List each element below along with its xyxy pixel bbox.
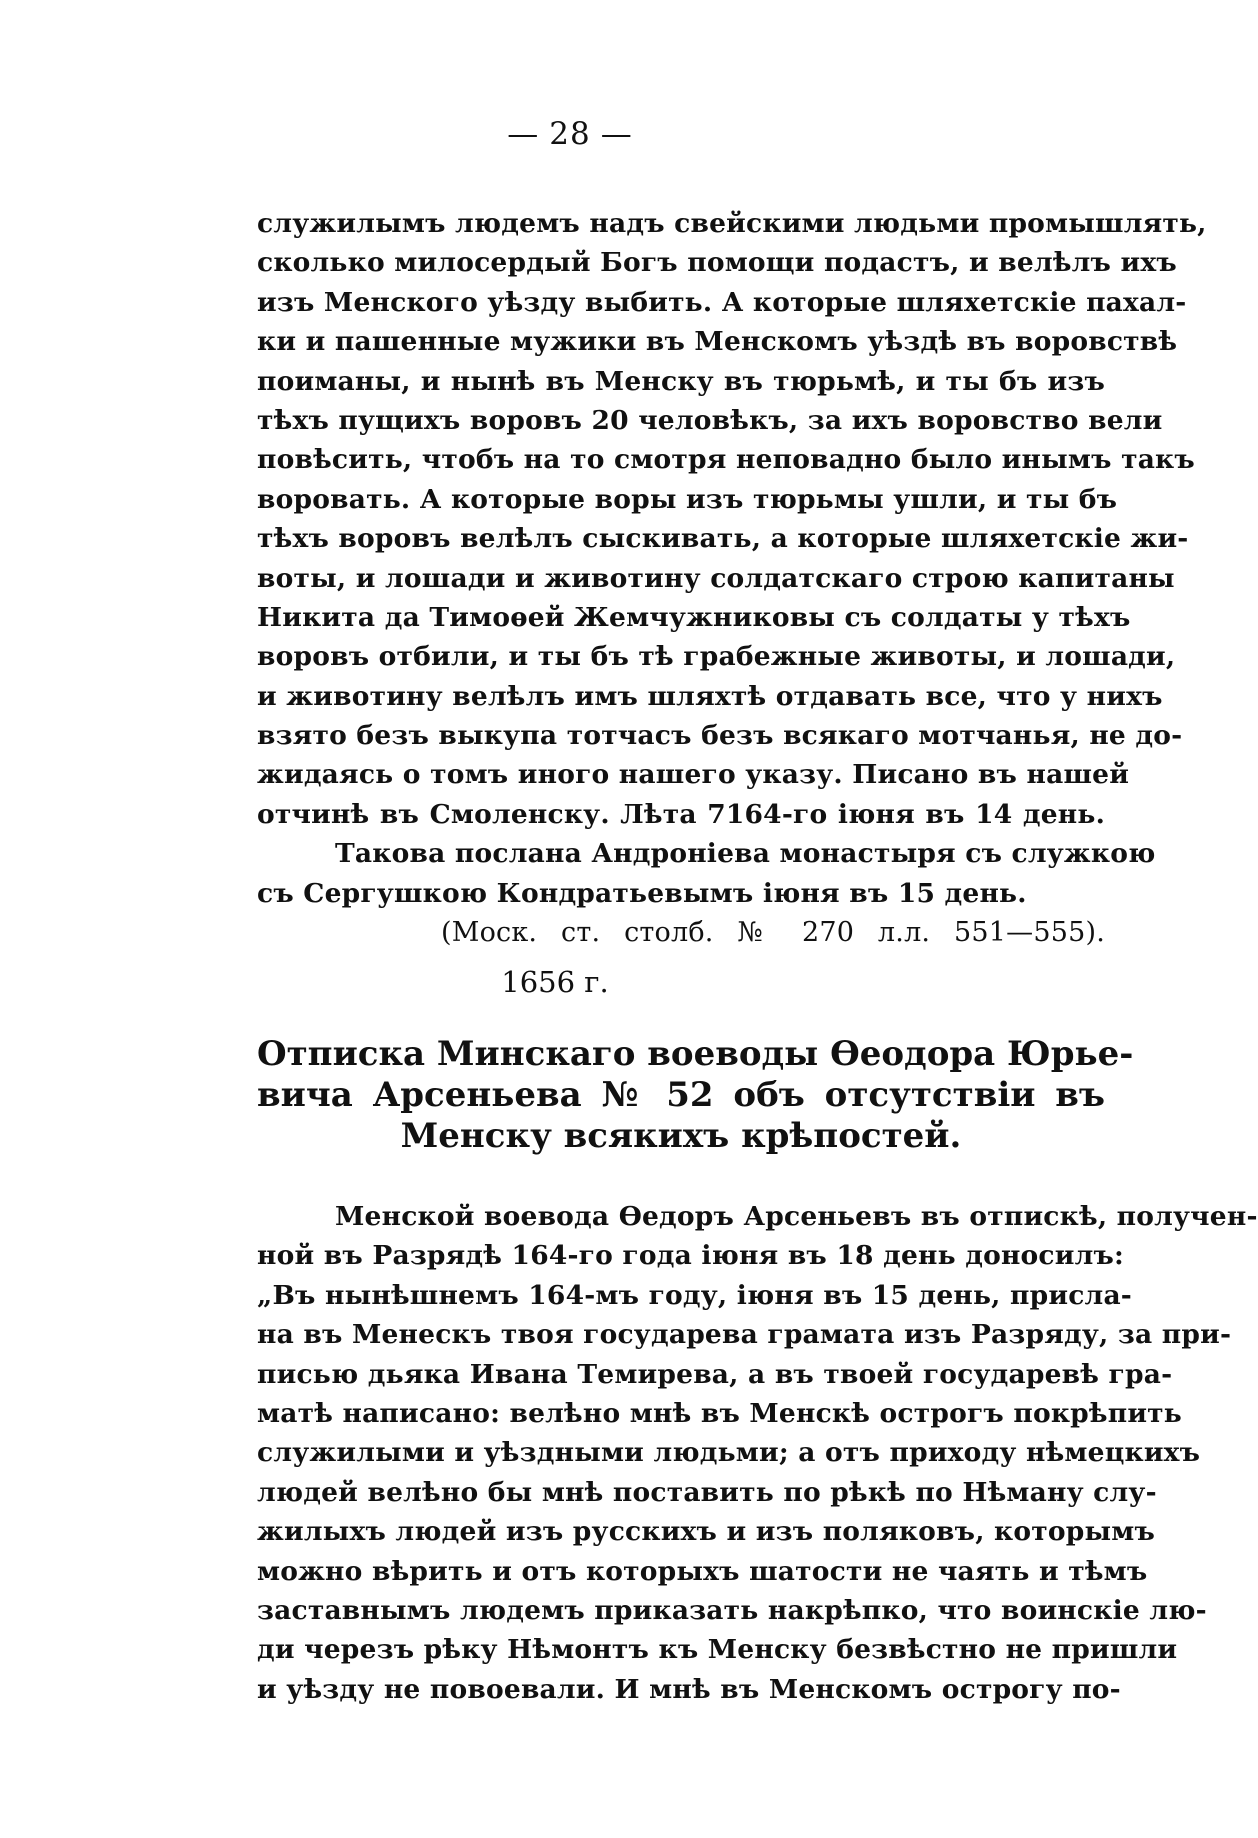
text-line: воты, и лошади и животину солдатскаго строю капитаны xyxy=(257,562,1175,594)
text-line: на въ Менескъ твоя государева грамата изъ Разряду, за при- xyxy=(257,1319,1232,1351)
text-line: служилымъ людемъ надъ свейскими людьми промышлять, xyxy=(257,208,1207,239)
heading-line: Менску всякихъ крѣпостей. xyxy=(400,1116,962,1156)
paragraph-3 xyxy=(257,1197,1258,1709)
text-line: и уѣзду не повоевали. И мнѣ въ Менскомъ острогу по- xyxy=(257,1673,1121,1705)
text-line: тѣхъ воровъ велѣлъ сыскивать, а которые шляхетскіе жи- xyxy=(257,523,1189,555)
text-line: служилыми и уѣздными людьми; а отъ приходу нѣмецкихъ xyxy=(257,1437,1201,1469)
text-line: и животину велѣлъ имъ шляхтѣ отдавать все, что у нихъ xyxy=(257,680,1163,712)
dash-right: — xyxy=(600,116,633,152)
text-line: тѣхъ пущихъ воровъ 20 человѣкъ, за ихъ воровство вели xyxy=(257,404,1163,436)
text-line: матѣ написано: велѣно мнѣ въ Менскѣ острогъ покрѣпить xyxy=(257,1397,1182,1429)
archive-reference: (Моск. ст. столб. № 270 л.л. 551—555). xyxy=(441,917,1105,949)
text-line: жидаясь о томъ иного нашего указу. Писано въ нашей xyxy=(257,759,1130,791)
text-line: ки и пашенные мужики въ Менскомъ уѣздѣ въ воровствѣ xyxy=(257,326,1178,358)
text-line: воровать. А которые воры изъ тюрьмы ушли, и ты бъ xyxy=(257,483,1118,515)
text-line: людей велѣно бы мнѣ поставить по рѣкѣ по Нѣману слу- xyxy=(257,1476,1157,1508)
document-heading xyxy=(257,1034,1134,1157)
text-line: можно вѣрить и отъ которыхъ шатости не чаять и тѣмъ xyxy=(257,1555,1148,1587)
text-line: воровъ отбили, и ты бъ тѣ грабежные животы, и лошади, xyxy=(257,641,1176,673)
text-line: ди черезъ рѣку Нѣмонтъ къ Менску безвѣстно не пришли xyxy=(257,1634,1178,1666)
dash-left: — xyxy=(507,116,540,152)
heading-line: Отписка Минскаго воеводы Ѳеодора Юрье- xyxy=(257,1034,1134,1074)
text-line: писью дьяка Ивана Темирева, а въ твоей государевѣ гра- xyxy=(257,1358,1173,1390)
text-line: съ Сергушкою Кондратьевымъ іюня въ 15 день. xyxy=(257,877,1027,909)
heading-line: вича Арсеньева № 52 объ отсутствіи въ xyxy=(257,1075,1105,1115)
paragraph-1 xyxy=(257,204,1207,952)
text-line: „Въ нынѣшнемъ 164-мъ году, іюня въ 15 день, присла- xyxy=(257,1279,1133,1311)
year-heading: 1656 г. xyxy=(501,965,609,999)
text-line: Менской воевода Ѳедоръ Арсеньевъ въ отпискѣ, получен- xyxy=(335,1201,1258,1232)
text-line: изъ Менского уѣзду выбить. А которые шляхетскіе пахал- xyxy=(257,286,1187,318)
text-line: повѣсить, чтобъ на то смотря неповадно было инымъ такъ xyxy=(257,444,1195,476)
page-number xyxy=(0,116,1140,152)
text-line: Такова послана Андроніева монастыря съ служкою xyxy=(335,838,1156,870)
page-number-value: 28 xyxy=(549,116,591,152)
text-line: сколько милосердый Богъ помощи подастъ, и велѣлъ ихъ xyxy=(257,247,1177,279)
text-line: взято безъ выкупа тотчасъ безъ всякаго мотчанья, не до- xyxy=(257,720,1183,752)
text-line: поиманы, и нынѣ въ Менску въ тюрьмѣ, и ты бъ изъ xyxy=(257,365,1105,397)
text-line: жилыхъ людей изъ русскихъ и изъ поляковъ, которымъ xyxy=(257,1516,1155,1548)
text-line: заставнымъ людемъ приказать накрѣпко, что воинскіе лю- xyxy=(257,1594,1207,1626)
text-line: Никита да Тимоѳей Жемчужниковы съ солдаты у тѣхъ xyxy=(257,601,1131,633)
text-line: отчинѣ въ Смоленску. Лѣта 7164-го іюня въ 14 день. xyxy=(257,798,1105,830)
text-line: ной въ Разрядѣ 164-го года іюня въ 18 день доносилъ: xyxy=(257,1240,1125,1272)
